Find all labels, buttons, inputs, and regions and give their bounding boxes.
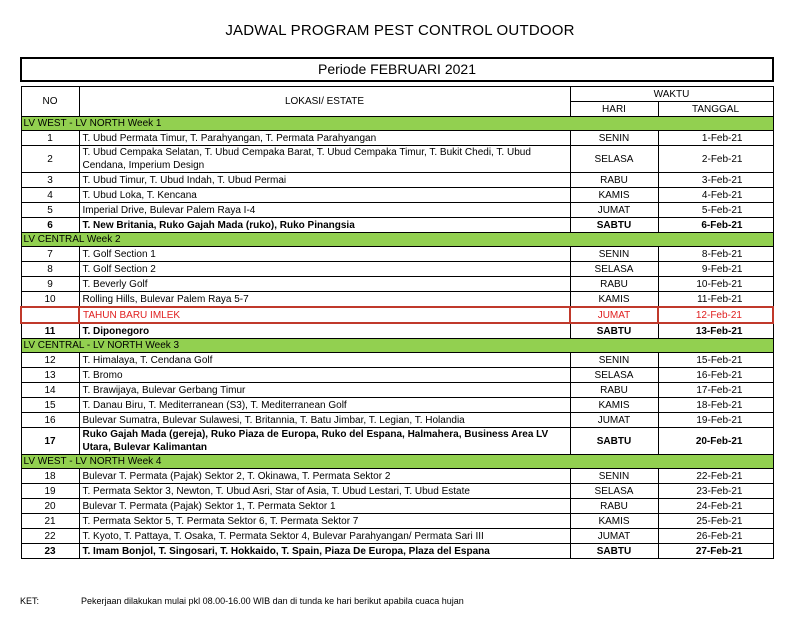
- row-hari: SABTU: [570, 218, 658, 233]
- row-hari: SELASA: [570, 484, 658, 499]
- row-tanggal: 1-Feb-21: [658, 131, 773, 146]
- document-title: JADWAL PROGRAM PEST CONTROL OUTDOOR: [225, 22, 575, 39]
- row-hari: RABU: [570, 383, 658, 398]
- table-row: [21, 323, 773, 339]
- row-tanggal: 26-Feb-21: [658, 529, 773, 544]
- row-hari: RABU: [570, 499, 658, 514]
- row-hari: JUMAT: [570, 413, 658, 428]
- row-lokasi: Rolling Hills, Bulevar Palem Raya 5-7: [79, 292, 570, 308]
- row-tanggal: 5-Feb-21: [658, 203, 773, 218]
- row-lokasi: T. Brawijaya, Bulevar Gerbang Timur: [79, 383, 570, 398]
- table-row: [21, 484, 773, 499]
- row-no: 2: [21, 146, 79, 173]
- row-hari: KAMIS: [570, 188, 658, 203]
- holiday-row: [21, 307, 773, 323]
- row-hari: KAMIS: [570, 292, 658, 308]
- row-tanggal: 16-Feb-21: [658, 368, 773, 383]
- row-lokasi: T. Golf Section 2: [79, 262, 570, 277]
- section-title: LV CENTRAL - LV NORTH Week 3: [21, 339, 773, 353]
- periode-header: Periode FEBRUARI 2021: [20, 57, 774, 82]
- table-row: [21, 413, 773, 428]
- row-tanggal: 24-Feb-21: [658, 499, 773, 514]
- table-row: [21, 383, 773, 398]
- row-hari: SELASA: [570, 262, 658, 277]
- row-hari: KAMIS: [570, 398, 658, 413]
- table-row: [21, 544, 773, 559]
- row-lokasi: Bulevar Sumatra, Bulevar Sulawesi, T. Britannia, T. Batu Jimbar, T. Legian, T. Holandia: [79, 413, 570, 428]
- row-tanggal: 12-Feb-21: [658, 307, 773, 323]
- note-text: Pekerjaan dilakukan mulai pkl 08.00-16.00 WIB dan di tunda ke hari berikut apabila cuaca hujan: [81, 596, 464, 606]
- row-hari: JUMAT: [570, 307, 658, 323]
- row-no: 23: [21, 544, 79, 559]
- row-no: 22: [21, 529, 79, 544]
- table-row: [21, 146, 773, 173]
- row-no: 5: [21, 203, 79, 218]
- row-hari: SENIN: [570, 131, 658, 146]
- row-tanggal: 25-Feb-21: [658, 514, 773, 529]
- table-row: [21, 514, 773, 529]
- row-tanggal: 20-Feb-21: [658, 428, 773, 455]
- row-tanggal: 3-Feb-21: [658, 173, 773, 188]
- row-lokasi: T. Permata Sektor 5, T. Permata Sektor 6, T. Permata Sektor 7: [79, 514, 570, 529]
- table-row: [21, 398, 773, 413]
- row-no: 18: [21, 469, 79, 484]
- row-no: 13: [21, 368, 79, 383]
- table-row: [21, 499, 773, 514]
- row-tanggal: 13-Feb-21: [658, 323, 773, 339]
- row-lokasi: T. Himalaya, T. Cendana Golf: [79, 353, 570, 368]
- row-lokasi: Bulevar T. Permata (Pajak) Sektor 2, T. Okinawa, T. Permata Sektor 2: [79, 469, 570, 484]
- row-no: 9: [21, 277, 79, 292]
- row-lokasi: T. Ubud Timur, T. Ubud Indah, T. Ubud Permai: [79, 173, 570, 188]
- row-lokasi: T. Diponegoro: [79, 323, 570, 339]
- row-lokasi: Imperial Drive, Bulevar Palem Raya I-4: [79, 203, 570, 218]
- header-hari: HARI: [570, 102, 658, 117]
- row-hari: RABU: [570, 277, 658, 292]
- row-hari: SENIN: [570, 469, 658, 484]
- row-lokasi: T. Ubud Cempaka Selatan, T. Ubud Cempaka Barat, T. Ubud Cempaka Timur, T. Bukit Chedi, T. Ubud Cendana, Imperium Design: [79, 146, 570, 173]
- row-tanggal: 8-Feb-21: [658, 247, 773, 262]
- row-lokasi: T. New Britania, Ruko Gajah Mada (ruko), Ruko Pinangsia: [79, 218, 570, 233]
- row-tanggal: 10-Feb-21: [658, 277, 773, 292]
- header-tanggal: TANGGAL: [658, 102, 773, 117]
- row-tanggal: 17-Feb-21: [658, 383, 773, 398]
- row-hari: SABTU: [570, 428, 658, 455]
- table-row: [21, 203, 773, 218]
- row-lokasi: TAHUN BARU IMLEK: [79, 307, 570, 323]
- row-no: 10: [21, 292, 79, 308]
- row-hari: SENIN: [570, 247, 658, 262]
- row-lokasi: T. Permata Sektor 3, Newton, T. Ubud Asri, Star of Asia, T. Ubud Lestari, T. Ubud Estate: [79, 484, 570, 499]
- row-no: 20: [21, 499, 79, 514]
- row-tanggal: 18-Feb-21: [658, 398, 773, 413]
- table-row: [21, 353, 773, 368]
- table-row: [21, 292, 773, 308]
- table-row: [21, 368, 773, 383]
- row-lokasi: T. Ubud Loka, T. Kencana: [79, 188, 570, 203]
- row-lokasi: T. Imam Bonjol, T. Singosari, T. Hokkaido, T. Spain, Piaza De Europa, Plaza del Espana: [79, 544, 570, 559]
- row-tanggal: 6-Feb-21: [658, 218, 773, 233]
- table-row: [21, 277, 773, 292]
- row-hari: SABTU: [570, 544, 658, 559]
- row-hari: RABU: [570, 173, 658, 188]
- row-no: 21: [21, 514, 79, 529]
- row-tanggal: 19-Feb-21: [658, 413, 773, 428]
- row-hari: KAMIS: [570, 514, 658, 529]
- row-hari: JUMAT: [570, 529, 658, 544]
- row-hari: SENIN: [570, 353, 658, 368]
- row-lokasi: T. Ubud Permata Timur, T. Parahyangan, T. Permata Parahyangan: [79, 131, 570, 146]
- table-row: [21, 469, 773, 484]
- row-hari: JUMAT: [570, 203, 658, 218]
- section-title: LV CENTRAL Week 2: [21, 233, 773, 247]
- row-no: 19: [21, 484, 79, 499]
- row-tanggal: 2-Feb-21: [658, 146, 773, 173]
- row-no: 6: [21, 218, 79, 233]
- table-row: [21, 188, 773, 203]
- table-row: [21, 428, 773, 455]
- row-no: 7: [21, 247, 79, 262]
- row-hari: SELASA: [570, 146, 658, 173]
- row-hari: SABTU: [570, 323, 658, 339]
- table-row: [21, 131, 773, 146]
- row-tanggal: 4-Feb-21: [658, 188, 773, 203]
- table-row: [21, 247, 773, 262]
- row-tanggal: 15-Feb-21: [658, 353, 773, 368]
- row-no: 17: [21, 428, 79, 455]
- note-label: KET:: [20, 596, 40, 606]
- row-no: 1: [21, 131, 79, 146]
- row-tanggal: 27-Feb-21: [658, 544, 773, 559]
- row-lokasi: T. Beverly Golf: [79, 277, 570, 292]
- header-no: NO: [21, 87, 79, 117]
- row-tanggal: 23-Feb-21: [658, 484, 773, 499]
- row-no: 14: [21, 383, 79, 398]
- schedule-table: [20, 86, 774, 559]
- table-row: [21, 262, 773, 277]
- section-title: LV WEST - LV NORTH Week 4: [21, 455, 773, 469]
- row-tanggal: 9-Feb-21: [658, 262, 773, 277]
- row-no: 3: [21, 173, 79, 188]
- row-no: 16: [21, 413, 79, 428]
- row-lokasi: T. Bromo: [79, 368, 570, 383]
- row-tanggal: 22-Feb-21: [658, 469, 773, 484]
- row-no: 11: [21, 323, 79, 339]
- row-no: 4: [21, 188, 79, 203]
- row-no: [21, 307, 79, 323]
- table-row: [21, 173, 773, 188]
- header-waktu: WAKTU: [570, 87, 773, 102]
- table-row: [21, 529, 773, 544]
- section-title: LV WEST - LV NORTH Week 1: [21, 117, 773, 131]
- header-lokasi: LOKASI/ ESTATE: [79, 87, 570, 117]
- row-lokasi: T. Danau Biru, T. Mediterranean (S3), T. Mediterranean Golf: [79, 398, 570, 413]
- row-no: 12: [21, 353, 79, 368]
- row-lokasi: Ruko Gajah Mada (gereja), Ruko Piaza de Europa, Ruko del Espana, Halmahera, Business Area LV Utara, Bulevar Kalimantan: [79, 428, 570, 455]
- row-lokasi: T. Golf Section 1: [79, 247, 570, 262]
- row-lokasi: T. Kyoto, T. Pattaya, T. Osaka, T. Permata Sektor 4, Bulevar Parahyangan/ Permata Sari III: [79, 529, 570, 544]
- table-row: [21, 218, 773, 233]
- row-hari: SELASA: [570, 368, 658, 383]
- row-tanggal: 11-Feb-21: [658, 292, 773, 308]
- row-no: 15: [21, 398, 79, 413]
- row-no: 8: [21, 262, 79, 277]
- row-lokasi: Bulevar T. Permata (Pajak) Sektor 1, T. Permata Sektor 1: [79, 499, 570, 514]
